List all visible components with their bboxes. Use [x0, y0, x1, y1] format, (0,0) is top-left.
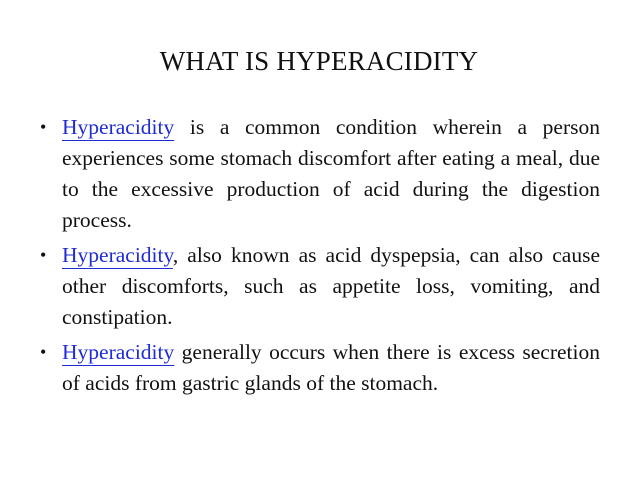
bullet-list [40, 112, 600, 403]
bullet-text: is a common condition wherein a person experiences some stomach discomfort after eating a meal, due to the excessive production of acid during the digestion process. [62, 115, 600, 232]
bullet-dot-icon: • [40, 117, 47, 137]
keyword-link[interactable]: Hyperacidity [62, 115, 175, 139]
bullet-item [40, 337, 600, 399]
bullet-item [40, 112, 600, 236]
keyword-link[interactable]: Hyperacidity [62, 243, 173, 267]
bullet-text: , also known as acid dyspepsia, can also cause other discomforts, such as appetite loss, vomiting, and constipation. [62, 243, 600, 329]
keyword-link[interactable]: Hyperacidity [62, 340, 175, 364]
bullet-text: generally occurs when there is excess secretion of acids from gastric glands of the stomach. [62, 340, 600, 395]
slide-title: WHAT IS HYPERACIDITY [159, 46, 479, 76]
bullet-item [40, 240, 600, 333]
bullet-dot-icon: • [40, 342, 47, 362]
bullet-dot-icon: • [40, 245, 47, 265]
